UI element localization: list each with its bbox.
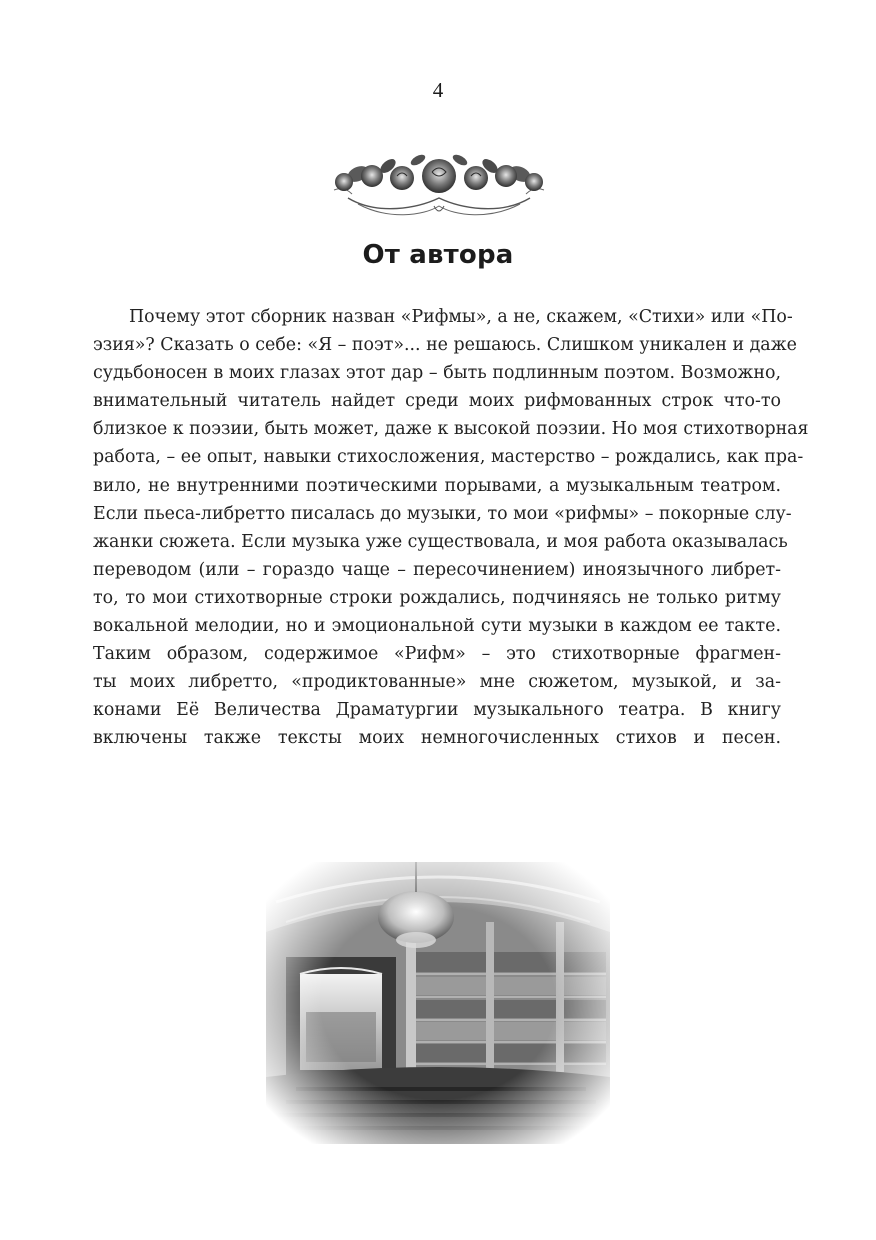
section-title: От автора [362, 240, 514, 270]
body-line: вокальной мелодии, но и эмоциональной сути музыки в каждом ее такте. [93, 616, 781, 637]
body-line: жанки сюжета. Если музыка уже существовала, и моя работа оказывалась [93, 531, 788, 552]
body-paragraph [93, 303, 809, 753]
body-line: вило, не внутренними поэтическими порывами, а музыкальным театром. [93, 475, 781, 496]
body-line: ты моих либретто, «продиктованные» мне сюжетом, музыкой, и за- [93, 672, 781, 693]
body-line: эзия»? Сказать о себе: «Я – поэт»... не решаюсь. Слишком уникален и даже [93, 335, 797, 356]
body-line: судьбоносен в моих глазах этот дар – быть подлинным поэтом. Возможно, [93, 363, 781, 384]
body-line: то, то мои стихотворные строки рождались, подчиняясь не только ритму [93, 587, 781, 608]
body-line: Таким образом, содержимое «Рифм» – это стихотворные фрагмен- [93, 644, 781, 665]
rose-ornament-icon [328, 146, 550, 222]
body-line: работа, – ее опыт, навыки стихосложения, мастерство – рождались, как пра- [93, 447, 804, 468]
body-line: внимательный читатель найдет среди моих рифмованных строк что-то [93, 391, 781, 412]
body-line: включены также тексты моих немногочисленных стихов и песен. [93, 728, 781, 749]
page-number: 4 [432, 78, 444, 102]
body-line: Если пьеса-либретто писалась до музыки, то мои «рифмы» – покорные слу- [93, 503, 792, 524]
body-line: конами Её Величества Драматургии музыкального театра. В книгу [93, 700, 781, 721]
body-line: близкое к поэзии, быть может, даже к высокой поэзии. Но моя стихотворная [93, 419, 809, 440]
body-line: Почему этот сборник назван «Рифмы», а не, скажем, «Стихи» или «По- [129, 307, 793, 327]
opera-house-photo [266, 862, 610, 1144]
body-line: переводом (или – гораздо чаще – пересочинением) иноязычного либрет- [93, 559, 781, 580]
